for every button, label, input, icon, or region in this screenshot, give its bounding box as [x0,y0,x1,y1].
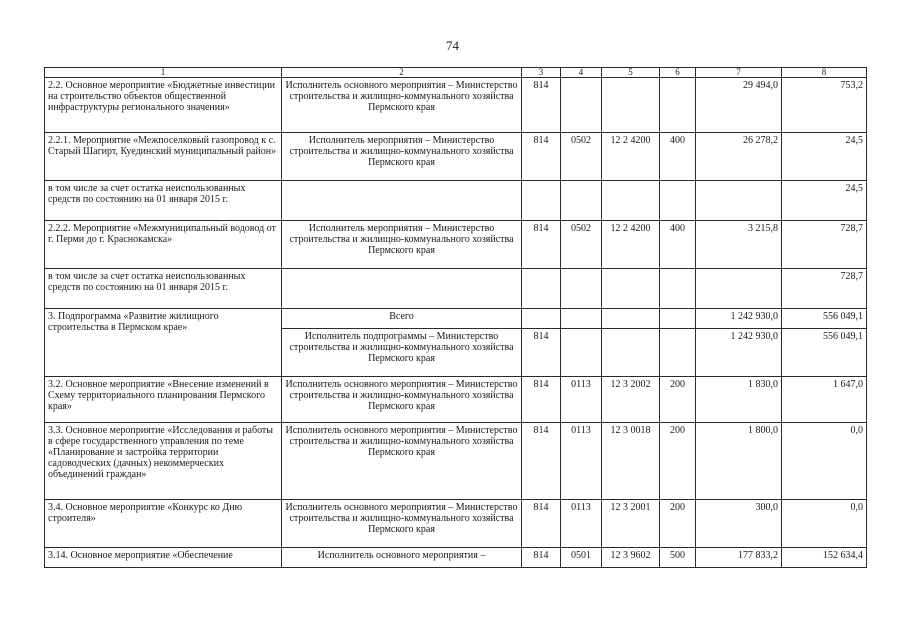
executor-cell: Исполнитель основного мероприятия – Министерство строительства и жилищно-коммунального хозяйства Пермского края [282,423,522,500]
table-row [45,269,867,309]
event-name-cell: в том числе за счет остатка неиспользованных средств по состоянию на 01 января 2015 г. [45,181,282,221]
admin-code-cell: 814 [522,329,561,377]
executor-cell: Исполнитель основного мероприятия – [282,548,522,568]
budget-table [44,67,867,568]
amount-cell: 1 830,0 [696,377,782,423]
page-number: 74 [446,38,459,53]
target-article-cell [602,269,660,309]
table-row [45,133,867,181]
admin-code-cell: 814 [522,133,561,181]
expense-type-cell: 200 [660,377,696,423]
amount-cell: 753,2 [782,78,867,133]
expense-type-cell: 400 [660,133,696,181]
expense-type-cell: 200 [660,423,696,500]
amount-cell: 556 049,1 [782,329,867,377]
event-name-cell: 2.2. Основное мероприятие «Бюджетные инвестиции на строительство объектов общественной инфраструктуры регионального значения» [45,78,282,133]
amount-cell: 26 278,2 [696,133,782,181]
admin-code-cell: 814 [522,423,561,500]
admin-code-cell: 814 [522,221,561,269]
executor-cell [282,181,522,221]
section-code-cell: 0501 [561,548,602,568]
target-article-cell: 12 3 0018 [602,423,660,500]
section-code-cell: 0502 [561,221,602,269]
admin-code-cell [522,269,561,309]
section-code-cell [561,269,602,309]
column-header: 2 [282,68,522,78]
amount-cell: 152 634,4 [782,548,867,568]
amount-cell: 0,0 [782,423,867,500]
event-name-cell: 2.2.2. Мероприятие «Межмуниципальный водовод от г. Перми до г. Краснокамска» [45,221,282,269]
target-article-cell: 12 2 4200 [602,133,660,181]
expense-type-cell: 200 [660,500,696,548]
target-article-cell [602,78,660,133]
target-article-cell: 12 3 2002 [602,377,660,423]
admin-code-cell [522,309,561,329]
column-number-row [45,68,867,78]
column-header: 1 [45,68,282,78]
table-row [45,500,867,548]
expense-type-cell [660,269,696,309]
amount-cell: 1 647,0 [782,377,867,423]
event-name-cell: 3.2. Основное мероприятие «Внесение изменений в Схему территориального планирования Пермского края» [45,377,282,423]
expense-type-cell [660,329,696,377]
amount-cell: 24,5 [782,181,867,221]
executor-cell [282,269,522,309]
amount-cell: 1 242 930,0 [696,309,782,329]
section-code-cell [561,78,602,133]
expense-type-cell [660,181,696,221]
target-article-cell: 12 3 9602 [602,548,660,568]
section-code-cell [561,181,602,221]
event-name-cell: 3.4. Основное мероприятие «Конкурс ко Дню строителя» [45,500,282,548]
executor-cell: Исполнитель мероприятия – Министерство строительства и жилищно-коммунального хозяйства Пермского края [282,221,522,269]
event-name-cell: в том числе за счет остатка неиспользованных средств по состоянию на 01 января 2015 г. [45,269,282,309]
target-article-cell [602,329,660,377]
column-header: 7 [696,68,782,78]
table-row [45,423,867,500]
executor-cell: Исполнитель мероприятия – Министерство строительства и жилищно-коммунального хозяйства Пермского края [282,133,522,181]
column-header: 8 [782,68,867,78]
table-row [45,377,867,423]
section-code-cell: 0113 [561,423,602,500]
amount-cell [696,181,782,221]
expense-type-cell [660,309,696,329]
target-article-cell [602,181,660,221]
amount-cell: 1 800,0 [696,423,782,500]
target-article-cell: 12 3 2001 [602,500,660,548]
amount-cell: 728,7 [782,221,867,269]
event-name-cell: 3.14. Основное мероприятие «Обеспечение [45,548,282,568]
table-row [45,78,867,133]
executor-cell: Исполнитель основного мероприятия – Министерство строительства и жилищно-коммунального хозяйства Пермского края [282,377,522,423]
target-article-cell: 12 2 4200 [602,221,660,269]
table-row [45,181,867,221]
table-row [45,221,867,269]
amount-cell: 177 833,2 [696,548,782,568]
table-row [45,309,867,329]
admin-code-cell: 814 [522,78,561,133]
admin-code-cell: 814 [522,500,561,548]
amount-cell: 29 494,0 [696,78,782,133]
column-header: 6 [660,68,696,78]
amount-cell: 1 242 930,0 [696,329,782,377]
executor-cell: Исполнитель подпрограммы – Министерство строительства и жилищно-коммунального хозяйства Пермского края [282,329,522,377]
amount-cell [696,269,782,309]
amount-cell: 3 215,8 [696,221,782,269]
amount-cell: 556 049,1 [782,309,867,329]
admin-code-cell [522,181,561,221]
amount-cell: 0,0 [782,500,867,548]
executor-cell: Исполнитель основного мероприятия – Министерство строительства и жилищно-коммунального хозяйства Пермского края [282,500,522,548]
admin-code-cell: 814 [522,377,561,423]
section-code-cell: 0502 [561,133,602,181]
expense-type-cell: 400 [660,221,696,269]
subprogram-name-cell: 3. Подпрограмма «Развитие жилищного строительства в Пермском крае» [45,309,282,377]
section-code-cell [561,309,602,329]
executor-cell: Всего [282,309,522,329]
amount-cell: 728,7 [782,269,867,309]
column-header: 5 [602,68,660,78]
column-header: 4 [561,68,602,78]
amount-cell: 24,5 [782,133,867,181]
section-code-cell [561,329,602,377]
executor-cell: Исполнитель основного мероприятия – Министерство строительства и жилищно-коммунального хозяйства Пермского края [282,78,522,133]
amount-cell: 300,0 [696,500,782,548]
section-code-cell: 0113 [561,500,602,548]
admin-code-cell: 814 [522,548,561,568]
expense-type-cell [660,78,696,133]
expense-type-cell: 500 [660,548,696,568]
event-name-cell: 2.2.1. Мероприятие «Межпоселковый газопровод к с. Старый Шагирт, Куединский муниципальный район» [45,133,282,181]
target-article-cell [602,309,660,329]
table-row [45,548,867,568]
section-code-cell: 0113 [561,377,602,423]
column-header: 3 [522,68,561,78]
event-name-cell: 3.3. Основное мероприятие «Исследования и работы в сфере государственного управления по теме «Планирование и застройка территории садоводческих (дачных) некоммерческих объединений граждан» [45,423,282,500]
